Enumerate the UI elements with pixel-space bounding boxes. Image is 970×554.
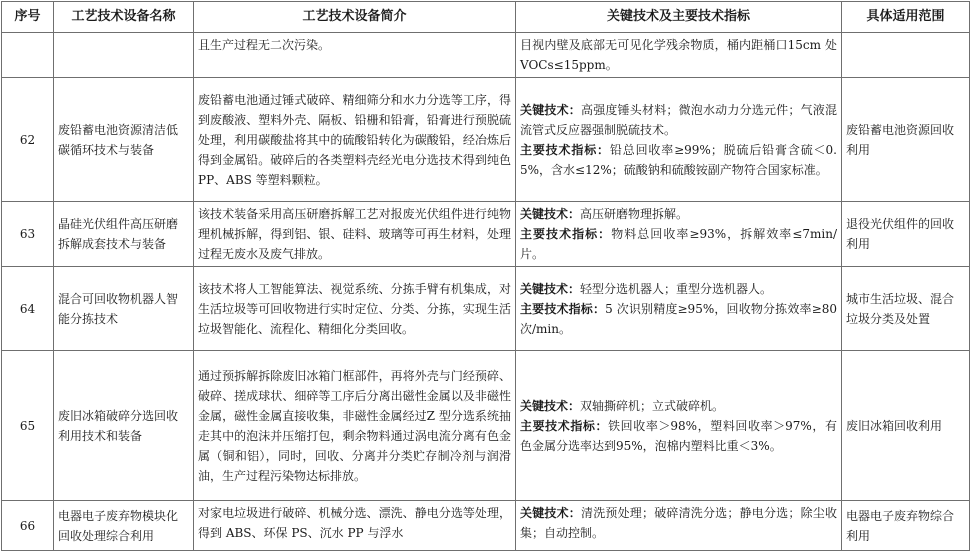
- technology-indicators: 目视内壁及底部无可见化学残余物质，桶内距桶口15cm 处 VOCs≤15ppm。: [516, 33, 842, 78]
- technology-indicators: [516, 202, 842, 267]
- main-indicator-text: 铁回收率＞98%，塑料回收率＞97%，有色金属分选率达到95%，泡棉内塑料比重＜3%。: [520, 418, 837, 453]
- main-indicator-label: 主要技术指标：: [520, 227, 612, 241]
- row-number: 62: [2, 78, 54, 202]
- main-indicator-line: [520, 140, 837, 180]
- main-indicator-text: 铅总回收率≥99%；脱硫后铅膏含硫＜0.5%，含水≤12%；硫酸钠和硫酸铵副产物符合国家标准。: [520, 142, 837, 177]
- table-row: [2, 33, 970, 78]
- table-row: [2, 501, 970, 551]
- key-technology-line: [520, 100, 837, 140]
- main-indicator-text: 物料总回收率≥93%，拆解效率≤7min/片。: [520, 227, 837, 261]
- header-scope: 具体适用范围: [842, 2, 970, 33]
- technology-indicators: [516, 351, 842, 501]
- technology-intro: 且生产过程无二次污染。: [194, 33, 516, 78]
- technology-intro: 废铅蓄电池通过锤式破碎、精细筛分和水力分选等工序，得到废酸液、塑料外壳、隔板、铅栅和铅膏，铅膏进行预脱硫处理，利用碳酸盐将其中的硫酸铅转化为碳酸铅，经冶炼后得到金属铅。破碎后的各类塑料壳经光电分选技术得到纯色PP、ABS 等塑料颗粒。: [194, 78, 516, 202]
- application-scope: [842, 33, 970, 78]
- key-technology-text: 轻型分选机器人；重型分选机器人。: [580, 281, 773, 296]
- technology-name: 废铅蓄电池资源清洁低碳循环技术与装备: [54, 78, 194, 202]
- main-indicator-line: [520, 299, 837, 339]
- technology-name: 混合可回收物机器人智能分拣技术: [54, 267, 194, 351]
- application-scope: 废铅蓄电池资源回收利用: [842, 78, 970, 202]
- key-technology-text: 高强度锤头材料；微泡水动力分选元件；气液混流管式反应器强制脱硫技术。: [520, 102, 837, 137]
- table-row: [2, 267, 970, 351]
- application-scope: 废旧冰箱回收利用: [842, 351, 970, 501]
- technology-indicators: [516, 78, 842, 202]
- technology-indicators: [516, 267, 842, 351]
- main-indicator-line: [520, 416, 837, 456]
- key-technology-text: 高压研磨物理拆解。: [580, 207, 689, 221]
- key-technology-label: 关键技术：: [520, 102, 581, 117]
- key-technology-label: 关键技术：: [520, 506, 581, 520]
- header-row: [2, 2, 970, 33]
- table-row: [2, 78, 970, 202]
- technology-name: 晶硅光伏组件高压研磨拆解成套技术与装备: [54, 202, 194, 267]
- technology-intro: 该技术装备采用高压研磨拆解工艺对报废光伏组件进行纯物理机械拆解，得到铝、银、硅料、玻璃等可再生材料，处理过程无废水及废气排放。: [194, 202, 516, 267]
- technology-name: 废旧冰箱破碎分选回收利用技术和装备: [54, 351, 194, 501]
- application-scope: 城市生活垃圾、混合垃圾分类及处置: [842, 267, 970, 351]
- technology-indicators: [516, 501, 842, 551]
- table-row: [2, 202, 970, 267]
- technology-intro: 该技术将人工智能算法、视觉系统、分拣手臂有机集成，对生活垃圾等可回收物进行实时定位、分类、分拣，实现生活垃圾智能化、流程化、精细化分类回收。: [194, 267, 516, 351]
- technology-intro: 对家电垃圾进行破碎、机械分选、漂洗、静电分选等处理，得到 ABS、环保 PS、沉水 PP 与浮水: [194, 501, 516, 551]
- key-technology-label: 关键技术：: [520, 398, 581, 413]
- header-name: 工艺技术设备名称: [54, 2, 194, 33]
- row-number: 64: [2, 267, 54, 351]
- technology-name: 电器电子废弃物模块化回收处理综合利用: [54, 501, 194, 551]
- technology-name: [54, 33, 194, 78]
- header-num: 序号: [2, 2, 54, 33]
- main-indicator-text: 5 次识别精度≥95%，回收物分拣效率≥80 次/min。: [520, 301, 837, 336]
- main-indicator-line: [520, 224, 837, 264]
- header-intro: 工艺技术设备简介: [194, 2, 516, 33]
- application-scope: 电器电子废弃物综合利用: [842, 501, 970, 551]
- key-technology-text: 双轴撕碎机；立式破碎机。: [580, 398, 725, 413]
- key-technology-line: [520, 204, 837, 224]
- row-number: 65: [2, 351, 54, 501]
- technology-intro: 通过预拆解拆除废旧冰箱门框部件，再将外壳与门经预碎、破碎、搓成球状、细碎等工序后分离出磁性金属以及非磁性金属，磁性金属直接收集，非磁性金属经过Z 型分选系统抽走其中的泡沫并压缩打包，剩余物料通过涡电流分离有色金属（铜和铝），同时，回收、分离并分类贮存制冷剂与润滑油，生产过程污染物达标排放。: [194, 351, 516, 501]
- main-indicator-label: 主要技术指标：: [520, 418, 609, 433]
- key-technology-line: [520, 279, 837, 299]
- row-number: [2, 33, 54, 78]
- application-scope: 退役光伏组件的回收利用: [842, 202, 970, 267]
- key-technology-label: 关键技术：: [520, 281, 581, 296]
- main-indicator-label: 主要技术指标：: [520, 142, 610, 157]
- key-technology-label: 关键技术：: [520, 207, 581, 221]
- key-technology-line: [520, 396, 837, 416]
- technology-table: [1, 1, 970, 551]
- row-number: 66: [2, 501, 54, 551]
- table-row: [2, 351, 970, 501]
- key-technology-text: 清洗预处理；破碎清洗分选；静电分选；除尘收集；自动控制。: [520, 506, 837, 540]
- row-number: 63: [2, 202, 54, 267]
- key-technology-line: [520, 503, 837, 543]
- header-tech: 关键技术及主要技术指标: [516, 2, 842, 33]
- main-indicator-label: 主要技术指标：: [520, 301, 606, 316]
